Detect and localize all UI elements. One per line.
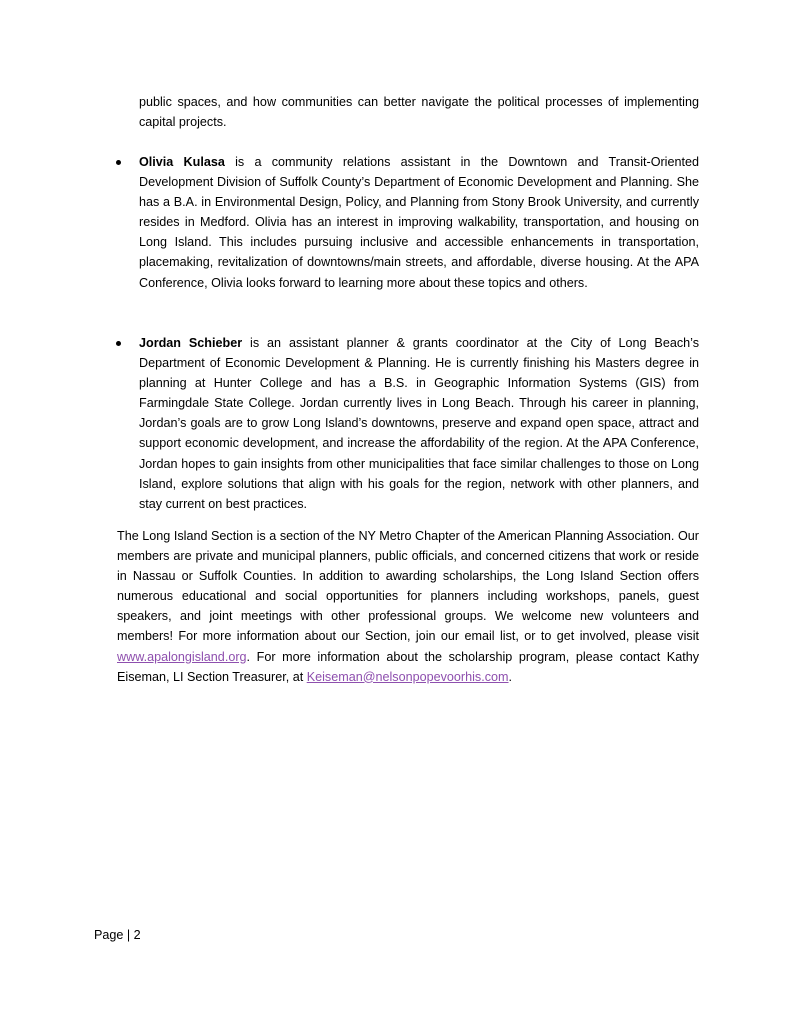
bullet-text: is a community relations assistant in the Downtown and Transit-Oriented Development Division of Suffolk County’s Department of Economic Development and Planning. She has a B.A. in Environmental Design, Policy, and Planning from Stony Brook University, and currently resides in Medford. Olivia has an interest in improving walkability, transportation, and housing on Long Island. This includes pursuing inclusive and accessible enhancements in transportation, placemaking, revitalization of downtowns/main streets, and affordable, diverse housing. At the APA Conference, Olivia looks forward to learning more about these topics and others. [139, 155, 699, 290]
closing-text: The Long Island Section is a section of the NY Metro Chapter of the American Planning Association. Our members are private and municipal planners, public officials, and concerned citizens that work or reside in Nassau or Suffolk Counties. In addition to awarding scholarships, the Long Island Section offers numerous educational and social opportunities for planners including workshops, panels, guest speakers, and joint meetings with other professional groups. We welcome new volunteers and members! For more information about our Section, join our email list, or to get involved, please visit [117, 529, 699, 644]
bullet-text: is an assistant planner & grants coordinator at the City of Long Beach’s Department of Economic Development & Planning. He is currently finishing his Masters degree in planning at Hunter College and has a B.S. in Geographic Information Systems (GIS) from Farmingdale State College. Jordan currently lives in Long Beach. Through his career in planning, Jordan’s goals are to grow Long Island’s downtowns, preserve and expand open space, attract and support economic development, and increase the affordability of the region. At the APA Conference, Jordan hopes to gain insights from other municipalities that face similar challenges to those on Long Island, explore solutions that align with his goals for the region, network with other planners, and stay current on best practices. [139, 336, 699, 511]
email-link[interactable]: Keiseman@nelsonpopevoorhis.com [306, 669, 509, 684]
website-link[interactable]: www.apalongisland.org [117, 649, 247, 664]
bullet-name: Olivia Kulasa [139, 155, 225, 169]
bullet-name: Jordan Schieber [139, 336, 243, 350]
bullet-dot-icon [116, 160, 121, 165]
continuation-paragraph: public spaces, and how communities can better navigate the political processes of implementing capital projects. [139, 95, 699, 130]
bullet-item-jordan-schieber [139, 333, 699, 514]
closing-text-end: . [508, 669, 513, 684]
bullet-item-olivia-kulasa [139, 152, 699, 293]
page-number-footer: Page | 2 [94, 928, 141, 942]
bullet-dot-icon [116, 341, 121, 346]
closing-paragraph [117, 526, 699, 687]
closing-text-middle: . For more information about the scholarship program, please contact Kathy Eiseman, LI Section Treasurer, at [117, 649, 699, 684]
